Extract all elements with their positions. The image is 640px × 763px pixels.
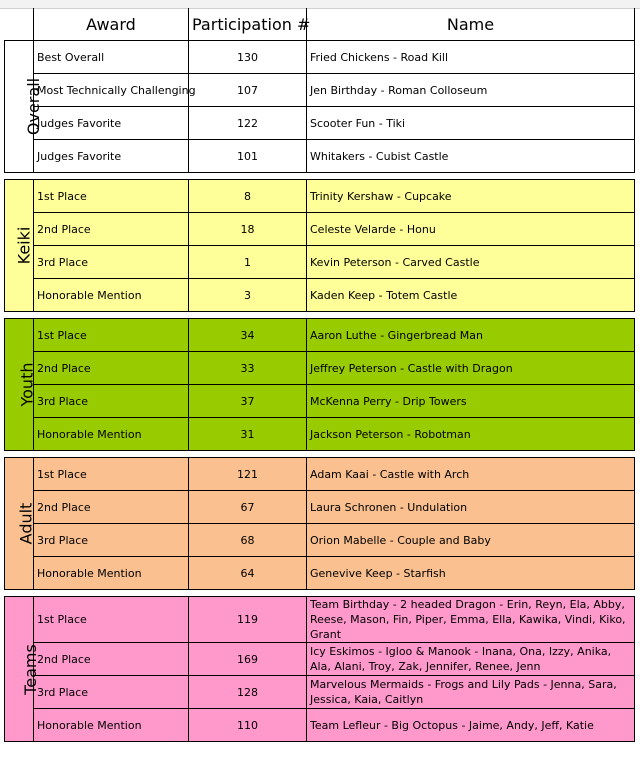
name-cell[interactable]: Team Lefleur - Big Octopus - Jaime, Andy, Jeff, Katie: [307, 709, 635, 742]
name-cell[interactable]: Jen Birthday - Roman Colloseum: [307, 74, 635, 107]
participation-cell[interactable]: 169: [189, 643, 307, 676]
section-gap: [5, 590, 635, 597]
header-name[interactable]: Name: [307, 8, 635, 41]
name-cell[interactable]: Marvelous Mermaids - Frogs and Lily Pads - Jenna, Sara, Jessica, Kaia, Caitlyn: [307, 676, 635, 709]
table-row: [5, 246, 635, 279]
participation-cell[interactable]: 68: [189, 524, 307, 557]
award-cell[interactable]: Honorable Mention: [34, 418, 189, 451]
award-cell[interactable]: Most Technically Challenging: [34, 74, 189, 107]
award-cell[interactable]: 2nd Place: [34, 643, 189, 676]
table-row: [5, 352, 635, 385]
participation-cell[interactable]: 122: [189, 107, 307, 140]
table-row: [5, 524, 635, 557]
participation-cell[interactable]: 18: [189, 213, 307, 246]
table-row: [5, 385, 635, 418]
name-cell[interactable]: Adam Kaai - Castle with Arch: [307, 458, 635, 491]
header-award[interactable]: Award: [34, 8, 189, 41]
name-cell[interactable]: Icy Eskimos - Igloo & Manook - Inana, Ona, Izzy, Anika, Ala, Alani, Troy, Zak, Jennifer, Renee, Jenn: [307, 643, 635, 676]
award-cell[interactable]: 2nd Place: [34, 491, 189, 524]
participation-cell[interactable]: 110: [189, 709, 307, 742]
award-cell[interactable]: 1st Place: [34, 180, 189, 213]
name-cell[interactable]: Kevin Peterson - Carved Castle: [307, 246, 635, 279]
participation-cell[interactable]: 33: [189, 352, 307, 385]
name-cell[interactable]: McKenna Perry - Drip Towers: [307, 385, 635, 418]
category-cell-teams[interactable]: [5, 597, 40, 742]
award-cell[interactable]: Best Overall: [34, 41, 189, 74]
participation-cell[interactable]: 31: [189, 418, 307, 451]
table-row: [5, 597, 635, 643]
name-cell[interactable]: Jeffrey Peterson - Castle with Dragon: [307, 352, 635, 385]
participation-cell[interactable]: 128: [189, 676, 307, 709]
participation-cell[interactable]: 67: [189, 491, 307, 524]
table-row: [5, 418, 635, 451]
name-cell[interactable]: Trinity Kershaw - Cupcake: [307, 180, 635, 213]
participation-cell[interactable]: 130: [189, 41, 307, 74]
participation-cell[interactable]: 37: [189, 385, 307, 418]
table-row: [5, 643, 635, 676]
table-row: [5, 180, 635, 213]
participation-cell[interactable]: 64: [189, 557, 307, 590]
table-row: [5, 557, 635, 590]
award-cell[interactable]: 1st Place: [34, 319, 189, 352]
participation-cell[interactable]: 101: [189, 140, 307, 173]
category-label: Youth: [17, 362, 37, 407]
name-cell[interactable]: Kaden Keep - Totem Castle: [307, 279, 635, 312]
award-cell[interactable]: Honorable Mention: [34, 557, 189, 590]
header-category: [5, 8, 34, 41]
table-row: [5, 676, 635, 709]
award-cell[interactable]: 3rd Place: [34, 676, 189, 709]
name-cell[interactable]: Laura Schronen - Undulation: [307, 491, 635, 524]
table-row: [5, 319, 635, 352]
table-row: [5, 140, 635, 173]
award-cell[interactable]: 2nd Place: [34, 213, 189, 246]
category-cell-adult[interactable]: [5, 458, 34, 590]
award-cell[interactable]: 3rd Place: [34, 246, 189, 279]
table-row: [5, 213, 635, 246]
participation-cell[interactable]: 119: [189, 597, 307, 643]
name-cell[interactable]: Celeste Velarde - Honu: [307, 213, 635, 246]
section-gap: [5, 312, 635, 319]
award-cell[interactable]: Judges Favorite: [34, 107, 189, 140]
header-participation[interactable]: Participation #: [189, 8, 307, 41]
award-cell[interactable]: 3rd Place: [34, 524, 189, 557]
participation-cell[interactable]: 121: [189, 458, 307, 491]
table-row: [5, 41, 635, 74]
name-cell[interactable]: Aaron Luthe - Gingerbread Man: [307, 319, 635, 352]
name-cell[interactable]: Genevive Keep - Starfish: [307, 557, 635, 590]
category-cell-youth[interactable]: [5, 319, 37, 451]
award-cell[interactable]: 2nd Place: [34, 352, 189, 385]
gap-cell: [5, 312, 635, 319]
name-cell[interactable]: Team Birthday - 2 headed Dragon - Erin, Reyn, Ela, Abby, Reese, Mason, Fin, Piper, Emma, Ella, Kawika, Vindi, Kiko, Grant: [307, 597, 635, 643]
category-label: Teams: [20, 643, 40, 695]
name-cell[interactable]: Whitakers - Cubist Castle: [307, 140, 635, 173]
category-cell-overall[interactable]: [5, 41, 44, 173]
header-row: [5, 8, 635, 41]
category-label: Adult: [16, 502, 36, 545]
gap-cell: [5, 451, 635, 458]
participation-cell[interactable]: 107: [189, 74, 307, 107]
participation-cell[interactable]: 3: [189, 279, 307, 312]
participation-cell[interactable]: 34: [189, 319, 307, 352]
award-cell[interactable]: 3rd Place: [34, 385, 189, 418]
section-gap: [5, 451, 635, 458]
participation-cell[interactable]: 1: [189, 246, 307, 279]
name-cell[interactable]: Jackson Peterson - Robotman: [307, 418, 635, 451]
award-cell[interactable]: 1st Place: [34, 597, 189, 643]
table-row: [5, 491, 635, 524]
category-cell-keiki[interactable]: [5, 180, 34, 312]
category-label: Overall: [24, 77, 44, 136]
award-cell[interactable]: 1st Place: [34, 458, 189, 491]
table-row: [5, 709, 635, 742]
name-cell[interactable]: Fried Chickens - Road Kill: [307, 41, 635, 74]
participation-cell[interactable]: 8: [189, 180, 307, 213]
award-cell[interactable]: Judges Favorite: [34, 140, 189, 173]
table-row: [5, 107, 635, 140]
award-cell[interactable]: Honorable Mention: [34, 709, 189, 742]
award-cell[interactable]: Honorable Mention: [34, 279, 189, 312]
name-cell[interactable]: Orion Mabelle - Couple and Baby: [307, 524, 635, 557]
table-row: [5, 279, 635, 312]
awards-table: [4, 8, 635, 742]
gap-cell: [5, 173, 635, 180]
section-gap: [5, 173, 635, 180]
category-label: Keiki: [14, 226, 34, 265]
table-row: [5, 458, 635, 491]
table-row: [5, 74, 635, 107]
gap-cell: [5, 590, 635, 597]
name-cell[interactable]: Scooter Fun - Tiki: [307, 107, 635, 140]
